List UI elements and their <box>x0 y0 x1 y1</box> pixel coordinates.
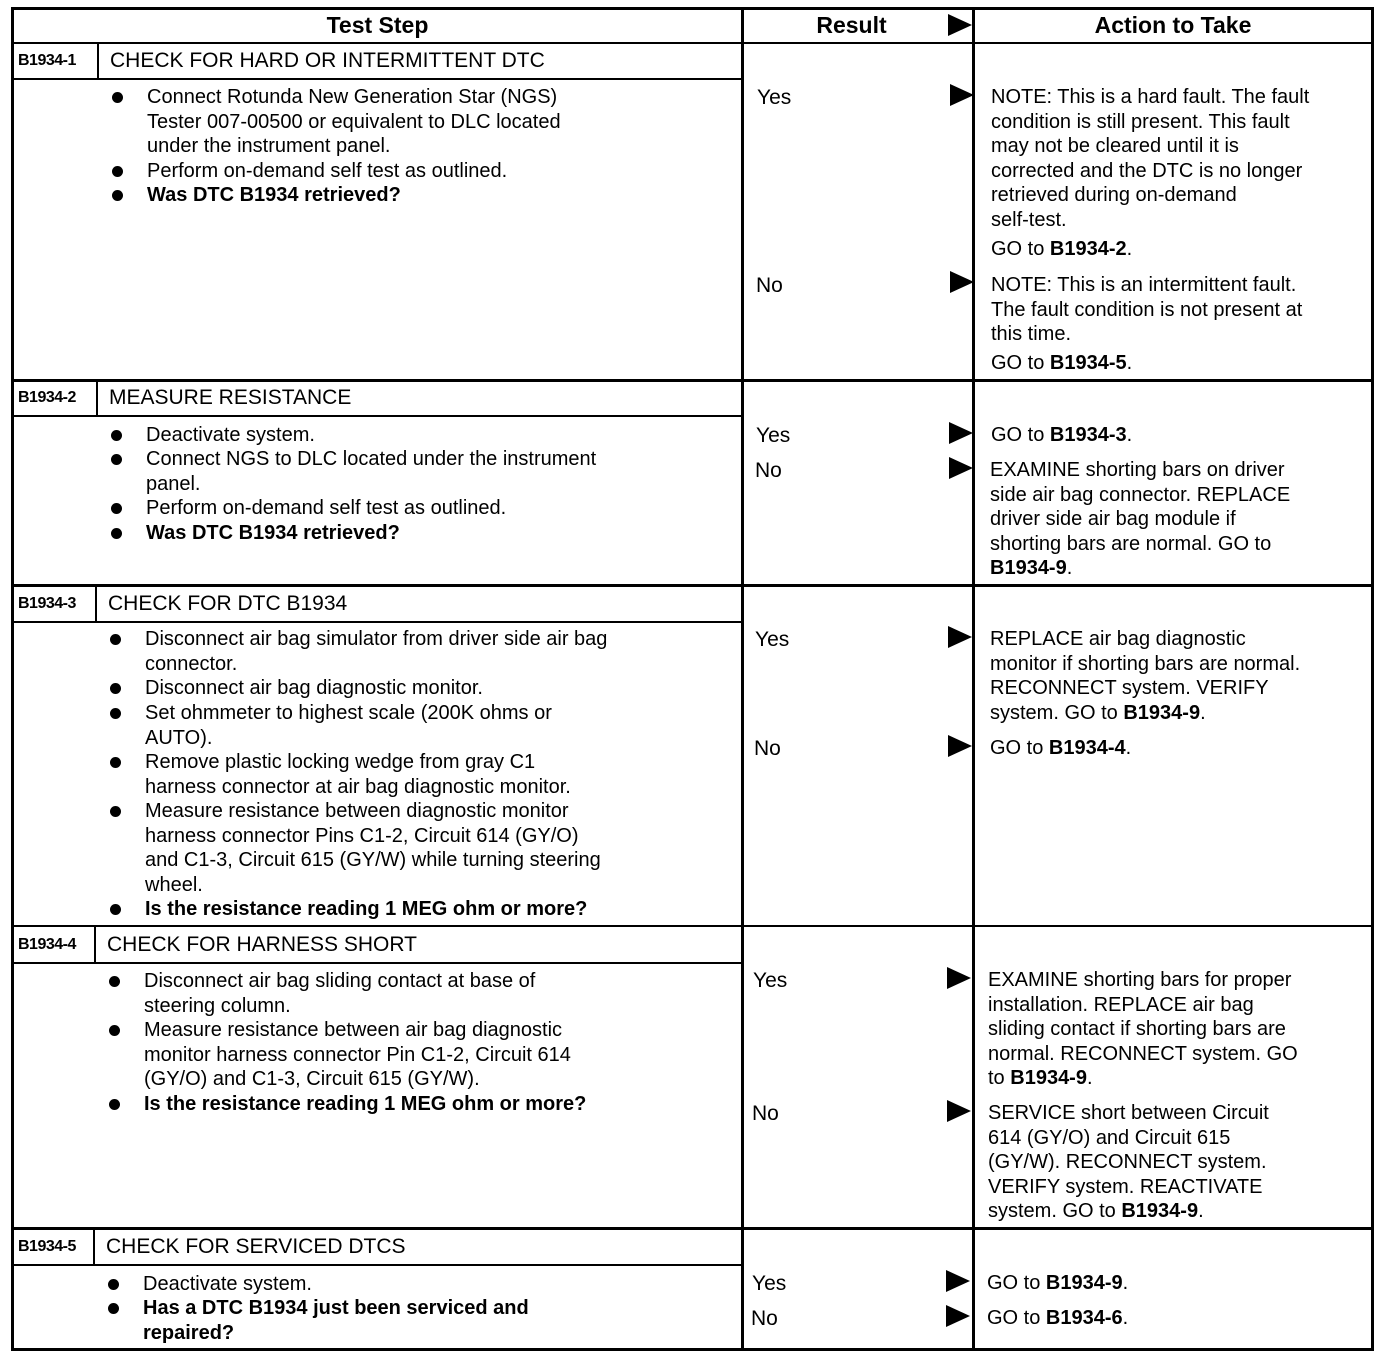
result-arrow-icon <box>947 1100 971 1122</box>
step-question: Is the resistance reading 1 MEG ohm or more? <box>145 898 588 920</box>
column-divider-result <box>741 7 744 1351</box>
bullet-icon <box>112 92 123 103</box>
step-question: Was DTC B1934 retrieved? <box>146 522 400 544</box>
bullet-icon <box>110 904 121 915</box>
bullet-icon <box>108 1303 119 1314</box>
bullet-icon <box>110 683 121 694</box>
step-instruction: Set ohmmeter to highest scale (200K ohms or AUTO). <box>145 702 552 749</box>
step-question: Was DTC B1934 retrieved? <box>147 184 401 206</box>
step-instruction: Remove plastic locking wedge from gray C1 harness connector at air bag diagnostic monitor. <box>145 751 571 798</box>
bullet-icon <box>109 1025 120 1036</box>
step-instruction: Measure resistance between air bag diagnostic monitor harness connector Pin C1-2, Circuit 614 (GY/O) and C1-3, Circuit 615 (GY/W). <box>144 1019 571 1090</box>
action-text: SERVICE short between Circuit 614 (GY/O) and Circuit 615 (GY/W). RECONNECT system. VERIFY system. REACTIVATE system. GO to B1934-9. <box>988 1102 1269 1222</box>
result-label: Yes <box>755 628 790 651</box>
result-label: No <box>754 737 781 760</box>
step-instruction: Perform on-demand self test as outlined. <box>147 160 508 182</box>
action-text: GO to B1934-3. <box>991 424 1133 446</box>
action-text: REPLACE air bag diagnostic monitor if shorting bars are normal. RECONNECT system. VERIFY system. GO to B1934-9. <box>990 628 1301 724</box>
title-rule-5 <box>11 1264 744 1266</box>
action-goto: GO to B1934-2. <box>991 238 1133 260</box>
result-arrow-icon <box>946 1270 970 1292</box>
id-divider-4 <box>94 927 96 963</box>
step-title: CHECK FOR HARNESS SHORT <box>107 933 417 956</box>
result-arrow-icon <box>947 967 971 989</box>
bullet-icon <box>112 166 123 177</box>
bullet-icon <box>109 1099 120 1110</box>
id-divider-2 <box>96 381 98 416</box>
result-arrow-icon <box>946 1305 970 1327</box>
step-instruction: Connect NGS to DLC located under the instrument panel. <box>146 448 597 495</box>
action-text: EXAMINE shorting bars for proper installation. REPLACE air bag sliding contact if shorting bars are normal. RECONNECT system. GO to B1934-9. <box>988 969 1298 1089</box>
result-label: Yes <box>756 424 791 447</box>
bullet-icon <box>110 708 121 719</box>
result-label: No <box>751 1307 778 1330</box>
result-label: Yes <box>752 1272 787 1295</box>
title-rule-2 <box>11 415 744 417</box>
section-rule-3 <box>11 925 1374 927</box>
step-id: B1934-4 <box>18 936 76 953</box>
step-id: B1934-1 <box>18 52 76 69</box>
step-instruction: Deactivate system. <box>143 1273 312 1295</box>
bullet-icon <box>110 806 121 817</box>
title-rule-3 <box>11 621 744 623</box>
action-text: EXAMINE shorting bars on driver side air bag connector. REPLACE driver side air bag module if shorting bars are normal. GO to B1934-9. <box>990 459 1291 579</box>
step-instruction: Disconnect air bag simulator from driver side air bag connector. <box>145 628 608 675</box>
action-text: NOTE: This is an intermittent fault. The fault condition is not present at this time. <box>991 274 1303 345</box>
result-label: Yes <box>757 86 792 109</box>
action-text: GO to B1934-4. <box>990 737 1132 759</box>
result-arrow-icon <box>948 626 972 648</box>
result-arrow-icon <box>949 422 973 444</box>
action-text: GO to B1934-6. <box>987 1307 1129 1329</box>
result-label: No <box>755 459 782 482</box>
bullet-icon <box>108 1279 119 1290</box>
step-question: Has a DTC B1934 just been serviced and repaired? <box>143 1297 529 1344</box>
header-result: Result <box>816 12 887 38</box>
step-title: CHECK FOR DTC B1934 <box>108 592 348 615</box>
bullet-icon <box>111 430 122 441</box>
result-label: No <box>756 274 783 297</box>
bullet-icon <box>111 503 122 514</box>
bullet-icon <box>109 976 120 987</box>
result-label: No <box>752 1102 779 1125</box>
title-rule-1 <box>11 78 744 80</box>
bullet-icon <box>111 454 122 465</box>
action-goto: GO to B1934-5. <box>991 352 1133 374</box>
title-rule-4 <box>11 962 744 964</box>
bullet-icon <box>112 190 123 201</box>
step-instruction: Deactivate system. <box>146 424 315 446</box>
table-border-left <box>11 7 14 1351</box>
column-divider-action <box>972 7 975 1351</box>
result-arrow-icon <box>950 84 974 106</box>
step-instruction: Disconnect air bag diagnostic monitor. <box>145 677 483 699</box>
step-question: Is the resistance reading 1 MEG ohm or more? <box>144 1093 587 1115</box>
result-arrow-icon <box>949 457 973 479</box>
header-arrow-icon <box>948 14 972 36</box>
header-test-step: Test Step <box>326 12 429 38</box>
step-title: MEASURE RESISTANCE <box>109 386 352 409</box>
step-instruction: Disconnect air bag sliding contact at base of steering column. <box>144 970 536 1017</box>
bullet-icon <box>111 528 122 539</box>
id-divider-5 <box>93 1229 95 1265</box>
table-border-bottom <box>11 1348 1374 1351</box>
bullet-icon <box>110 634 121 645</box>
bullet-icon <box>110 757 121 768</box>
step-id: B1934-2 <box>18 389 76 406</box>
step-title: CHECK FOR HARD OR INTERMITTENT DTC <box>110 49 545 72</box>
result-arrow-icon <box>948 735 972 757</box>
result-label: Yes <box>753 969 788 992</box>
step-id: B1934-3 <box>18 595 76 612</box>
step-instruction: Perform on-demand self test as outlined. <box>146 497 507 519</box>
id-divider-3 <box>95 586 97 622</box>
step-instruction: Measure resistance between diagnostic monitor harness connector Pins C1-2, Circuit 614 (GY/O) and C1-3, Circuit 615 (GY/W) while turning steering wheel. <box>145 800 601 896</box>
header-action: Action to Take <box>1094 12 1252 38</box>
action-text: GO to B1934-9. <box>987 1272 1129 1294</box>
step-id: B1934-5 <box>18 1238 76 1255</box>
table-border-right <box>1371 7 1374 1351</box>
action-text: NOTE: This is a hard fault. The fault condition is still present. This fault may not be cleared until it is corrected and the DTC is no longer retrieved during on-demand self-test. <box>991 86 1310 231</box>
step-title: CHECK FOR SERVICED DTCS <box>106 1235 406 1258</box>
id-divider-1 <box>97 44 99 79</box>
step-instruction: Connect Rotunda New Generation Star (NGS) Tester 007-00500 or equivalent to DLC located under the instrument panel. <box>147 86 561 157</box>
result-arrow-icon <box>950 271 974 293</box>
